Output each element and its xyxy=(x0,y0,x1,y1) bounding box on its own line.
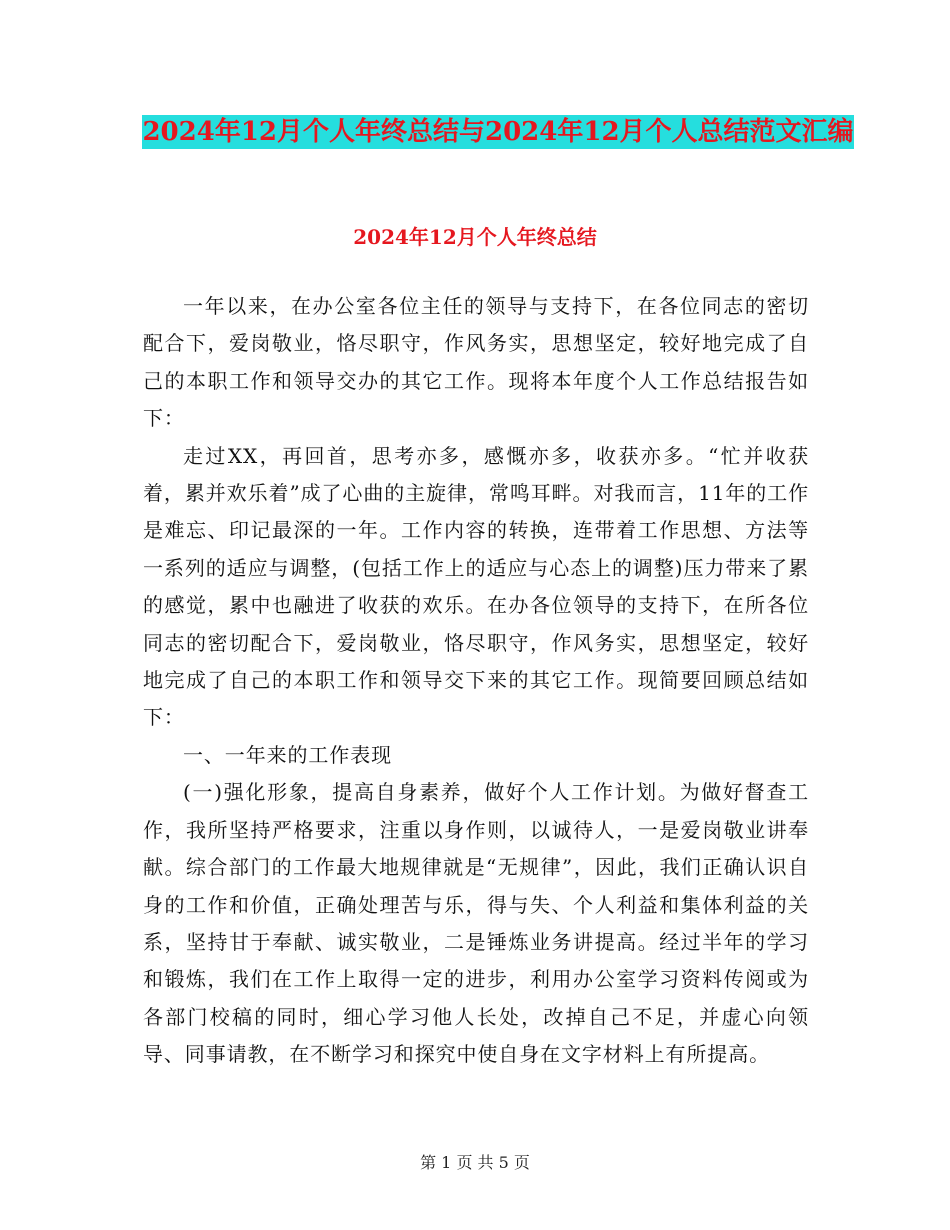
document-title xyxy=(140,108,856,156)
page-footer: 第 1 页 共 5 页 xyxy=(420,1153,530,1172)
body-paragraph: 一年以来，在办公室各位主任的领导与支持下，在各位同志的密切配合下，爱岗敬业，恪尽职守，作风务实，思想坚定，较好地完成了自己的本职工作和领导交办的其它工作。现将本年度个人工作总结报告如下： xyxy=(143,294,809,431)
section-title: 2024年12月个人年终总结 xyxy=(353,225,597,249)
body-paragraph: (一)强化形象，提高自身素养，做好个人工作计划。为做好督查工作，我所坚持严格要求，注重以身作则，以诚待人，一是爱岗敬业讲奉献。综合部门的工作最大地规律就是“无规律”，因此，我们正确认识自身的工作和价值，正确处理苦与乐，得与失、个人利益和集体利益的关系，坚持甘于奉献、诚实敬业，二是锤炼业务讲提高。经过半年的学习和锻炼，我们在工作上取得一定的进步，利用办公室学习资料传阅或为各部门校稿的同时，细心学习他人长处，改掉自己不足，并虚心向领导、同事请教，在不断学习和探究中使自身在文字材料上有所提高。 xyxy=(143,780,809,1067)
body-paragraph: 走过XX，再回首，思考亦多，感慨亦多，收获亦多。“忙并收获着，累并欢乐着”成了心曲的主旋律，常鸣耳畔。对我而言，11年的工作是难忘、印记最深的一年。工作内容的转换，连带着工作思想、方法等一系列的适应与调整，(包括工作上的适应与心态上的调整)压力带来了累的感觉，累中也融进了收获的欢乐。在办各位领导的支持下，在所各位同志的密切配合下，爱岗敬业，恪尽职守，作风务实，思想坚定，较好地完成了自己的本职工作和领导交下来的其它工作。现简要回顾总结如下： xyxy=(143,443,809,730)
body-paragraph: 一、一年来的工作表现 xyxy=(183,742,392,767)
document-body xyxy=(143,288,809,1074)
document-title-text: 2024年12月个人年终总结与2024年12月个人总结范文汇编 xyxy=(142,117,854,147)
